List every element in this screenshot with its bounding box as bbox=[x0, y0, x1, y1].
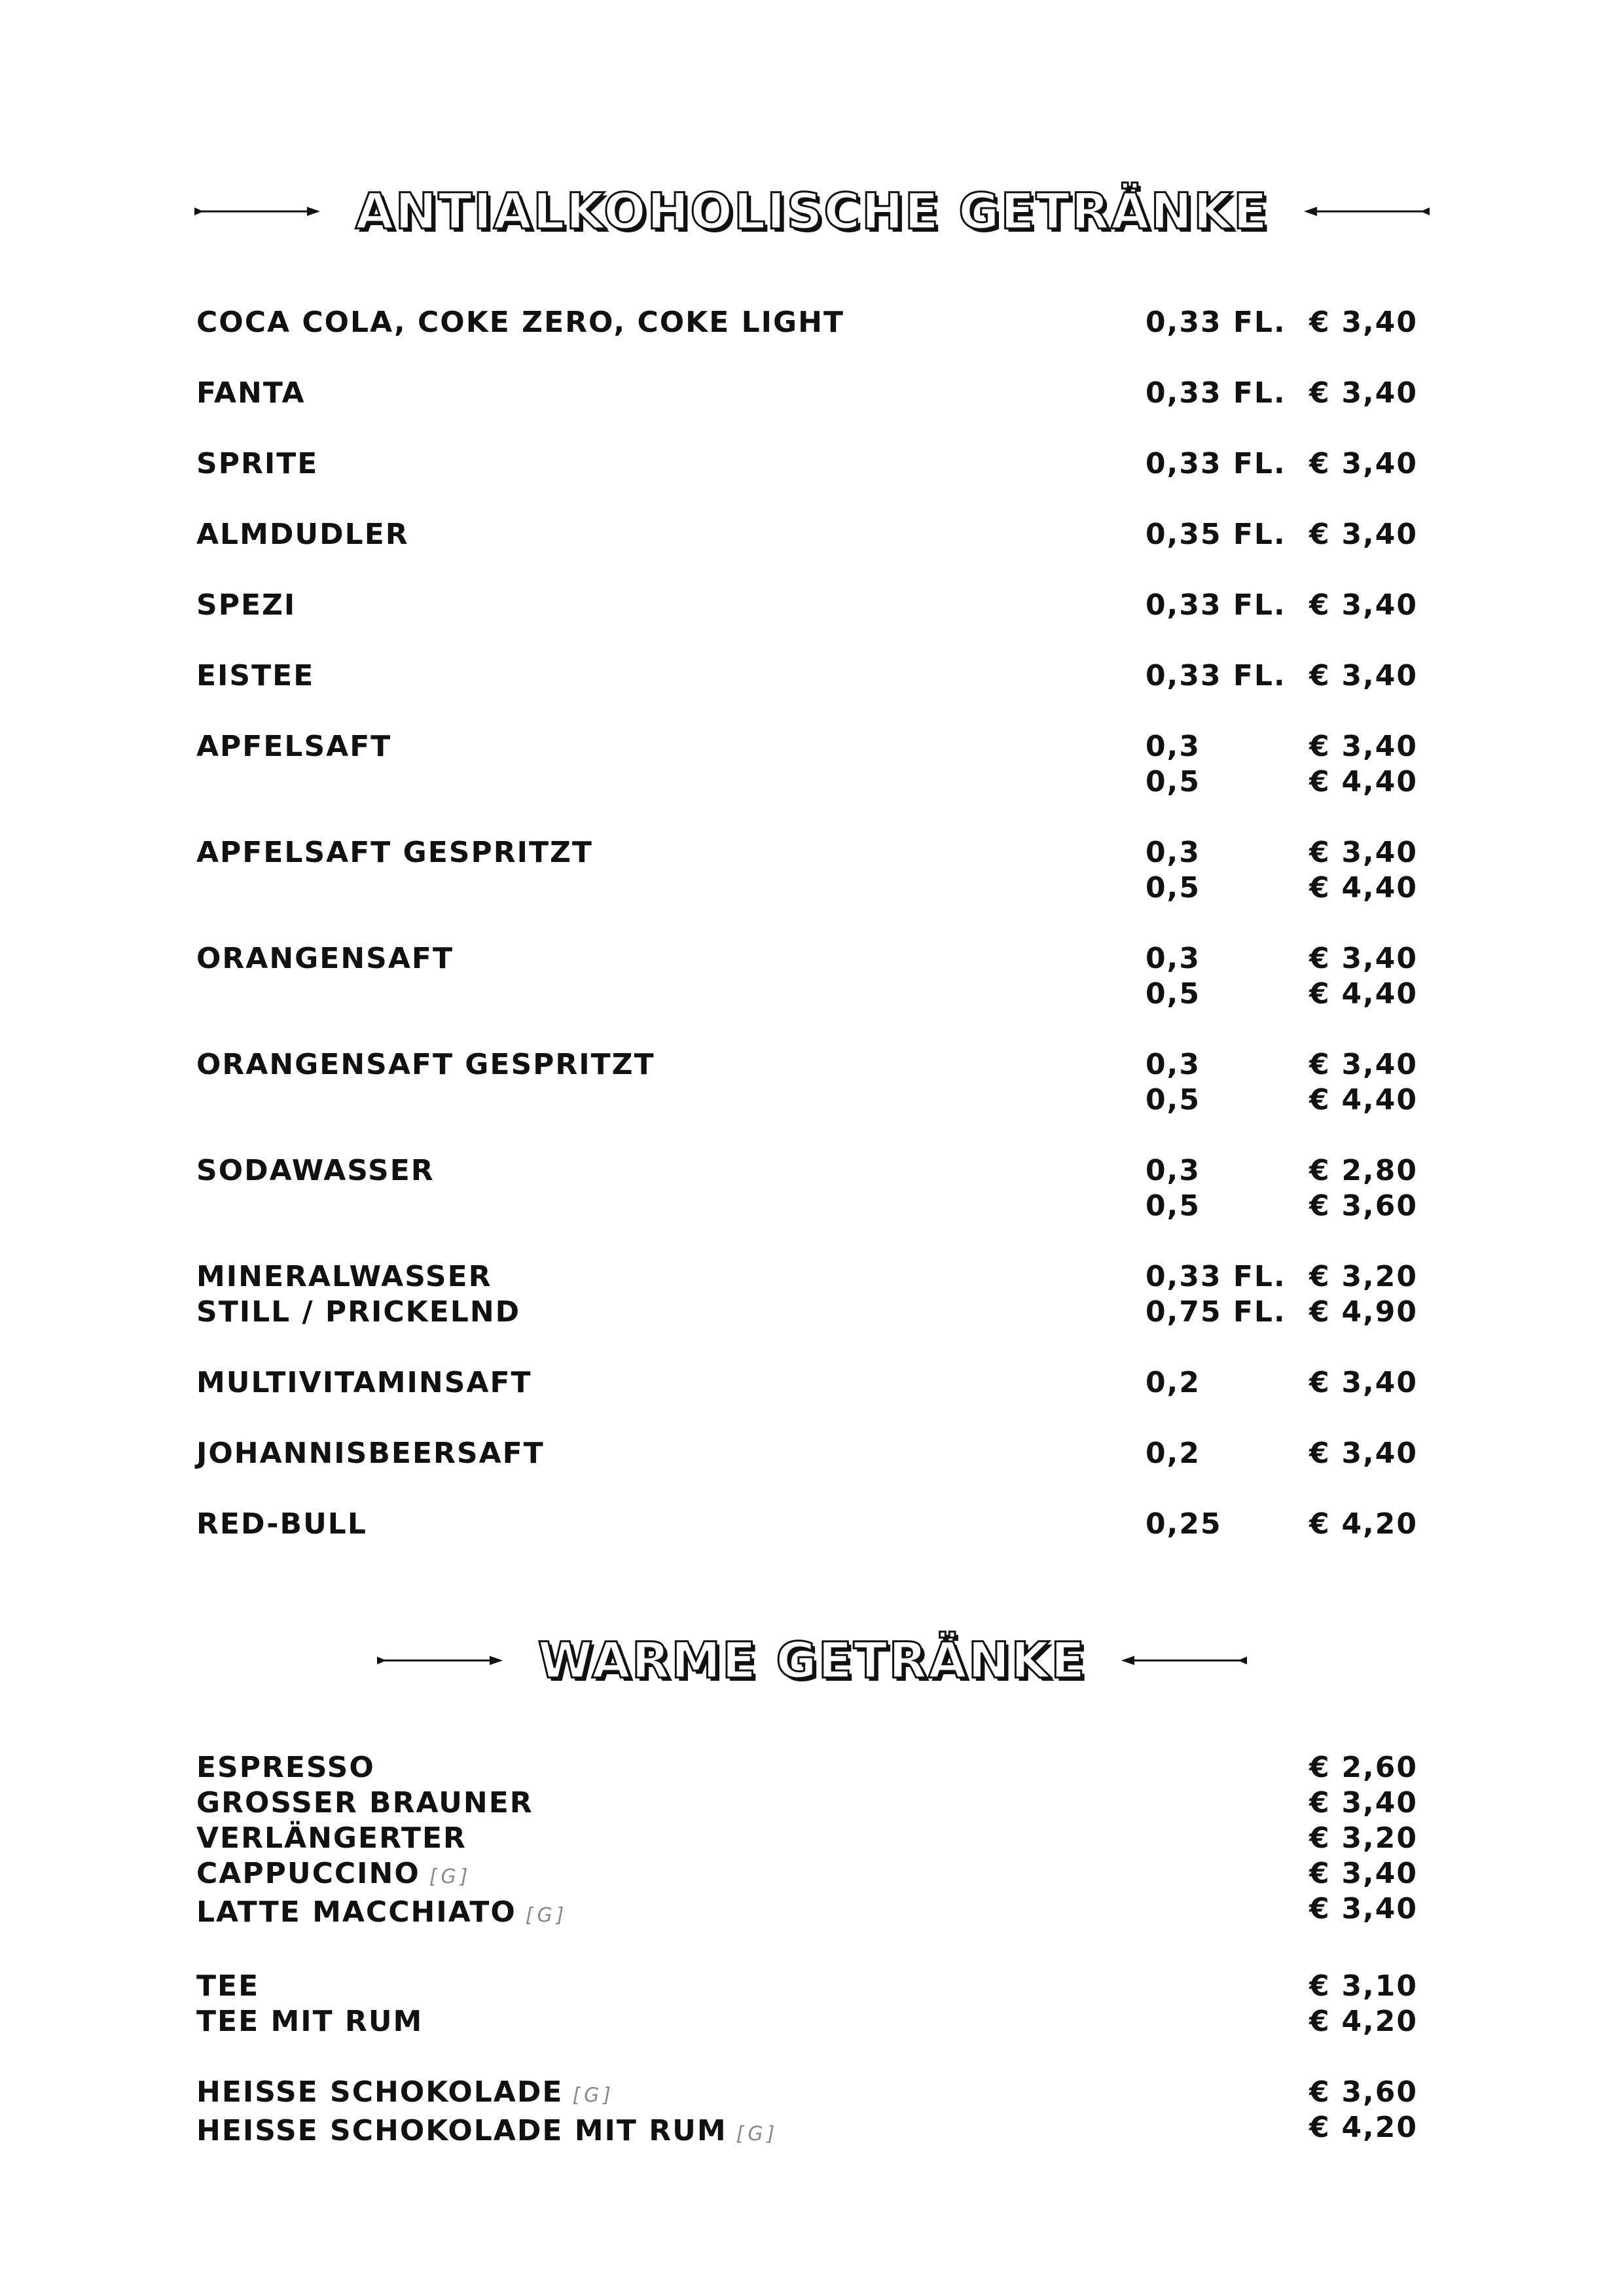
item-price: 3,20 bbox=[1341, 1821, 1418, 1855]
item-price: 3,40 bbox=[1341, 942, 1418, 975]
currency-symbol: € bbox=[1309, 1260, 1331, 1293]
item-price: 3,40 bbox=[1341, 1892, 1418, 1926]
currency-symbol: € bbox=[1309, 836, 1331, 869]
item-price: 3,40 bbox=[1341, 518, 1418, 551]
item-names bbox=[196, 1436, 1146, 1471]
currency-symbol: € bbox=[1309, 977, 1331, 1011]
currency-symbol: € bbox=[1309, 306, 1331, 339]
price-line bbox=[1309, 517, 1418, 552]
item-name: STILL / PRICKELND bbox=[196, 1295, 521, 1329]
item-name: APFELSAFT GESPRITZT bbox=[196, 836, 593, 869]
price-line bbox=[1309, 729, 1418, 764]
arrow-left-icon bbox=[1301, 204, 1432, 219]
item-size: 0,2 bbox=[1146, 1366, 1200, 1399]
glass-tag: [G] bbox=[572, 2084, 615, 2107]
item-sizes bbox=[1146, 941, 1309, 1012]
price-line bbox=[1309, 764, 1418, 800]
item-price: 3,40 bbox=[1341, 306, 1418, 339]
price-line bbox=[1309, 1295, 1418, 1330]
item-price: 3,40 bbox=[1341, 1437, 1418, 1470]
price-line bbox=[1309, 1821, 1418, 1856]
item-name-line bbox=[196, 2075, 1309, 2113]
item-name: ALMDUDLER bbox=[196, 518, 409, 551]
item-size: 0,33 FL. bbox=[1146, 306, 1286, 339]
item-price: 2,80 bbox=[1341, 1154, 1418, 1187]
currency-symbol: € bbox=[1309, 2111, 1331, 2144]
item-size: 0,5 bbox=[1146, 1189, 1200, 1223]
item-name: SPEZI bbox=[196, 588, 297, 622]
item-prices bbox=[1309, 729, 1418, 800]
item-size: 0,5 bbox=[1146, 871, 1200, 905]
menu-item bbox=[196, 941, 1418, 1012]
currency-symbol: € bbox=[1309, 2005, 1331, 2038]
item-names bbox=[196, 446, 1146, 482]
glass-tag: [G] bbox=[525, 1904, 568, 1927]
item-name: TEE MIT RUM bbox=[196, 2005, 424, 2038]
item-names bbox=[196, 941, 1146, 1012]
item-name: JOHANNISBEERSAFT bbox=[196, 1437, 545, 1470]
item-size: 0,33 FL. bbox=[1146, 376, 1286, 410]
item-prices bbox=[1309, 835, 1418, 906]
item-size: 0,3 bbox=[1146, 1154, 1200, 1187]
item-price: 3,40 bbox=[1341, 447, 1418, 480]
item-size: 0,5 bbox=[1146, 977, 1200, 1011]
item-name: SPRITE bbox=[196, 447, 319, 480]
item-name: ORANGENSAFT GESPRITZT bbox=[196, 1048, 655, 1081]
item-names bbox=[196, 588, 1146, 623]
item-size: 0,33 FL. bbox=[1146, 588, 1286, 622]
group-prices bbox=[1309, 1969, 1418, 2039]
price-line bbox=[1309, 1507, 1418, 1542]
item-price: 3,60 bbox=[1341, 2075, 1418, 2109]
price-line bbox=[1309, 977, 1418, 1012]
item-sizes bbox=[1146, 658, 1309, 694]
menu-item bbox=[196, 305, 1418, 340]
item-size: 0,33 FL. bbox=[1146, 1260, 1286, 1293]
price-line bbox=[1309, 658, 1418, 694]
menu-item bbox=[196, 1153, 1418, 1224]
price-line bbox=[1309, 1969, 1418, 2004]
currency-symbol: € bbox=[1309, 1366, 1331, 1399]
item-name: GROSSER BRAUNER bbox=[196, 1786, 533, 1820]
price-line bbox=[1309, 2004, 1418, 2039]
item-sizes bbox=[1146, 376, 1309, 411]
menu-item bbox=[196, 1365, 1418, 1401]
item-name-line bbox=[196, 1821, 1309, 1856]
item-names bbox=[196, 1047, 1146, 1118]
item-prices bbox=[1309, 376, 1418, 411]
item-names bbox=[196, 835, 1146, 906]
item-name: HEISSE SCHOKOLADE MIT RUM bbox=[196, 2114, 727, 2147]
item-sizes bbox=[1146, 1259, 1309, 1330]
item-names bbox=[196, 1259, 1146, 1330]
menu-item bbox=[196, 1047, 1418, 1118]
item-size: 0,35 FL. bbox=[1146, 518, 1286, 551]
group-names bbox=[196, 2075, 1309, 2152]
item-size: 0,5 bbox=[1146, 765, 1200, 798]
item-name: HEISSE SCHOKOLADE bbox=[196, 2075, 564, 2109]
item-sizes bbox=[1146, 1436, 1309, 1471]
item-name-line bbox=[196, 1785, 1309, 1821]
item-names bbox=[196, 1507, 1146, 1542]
item-sizes bbox=[1146, 588, 1309, 623]
section-title: ANTIALKOHOLISCHE GETRÄNKE bbox=[355, 182, 1269, 240]
currency-symbol: € bbox=[1309, 2075, 1331, 2109]
cold-drinks-list bbox=[196, 305, 1418, 1577]
item-price: 3,40 bbox=[1341, 836, 1418, 869]
item-name: APFELSAFT bbox=[196, 730, 392, 763]
price-line bbox=[1309, 1047, 1418, 1083]
currency-symbol: € bbox=[1309, 730, 1331, 763]
item-sizes bbox=[1146, 729, 1309, 800]
price-line bbox=[1309, 1750, 1418, 1785]
item-size: 0,3 bbox=[1146, 1048, 1200, 1081]
currency-symbol: € bbox=[1309, 588, 1331, 622]
menu-item bbox=[196, 729, 1418, 800]
item-price: 4,40 bbox=[1341, 977, 1418, 1011]
item-prices bbox=[1309, 658, 1418, 694]
currency-symbol: € bbox=[1309, 942, 1331, 975]
item-price: 4,20 bbox=[1341, 1507, 1418, 1541]
item-name-line bbox=[196, 2113, 1309, 2152]
menu-item bbox=[196, 658, 1418, 694]
price-line bbox=[1309, 870, 1418, 906]
item-names bbox=[196, 658, 1146, 694]
currency-symbol: € bbox=[1309, 1507, 1331, 1541]
item-size: 0,33 FL. bbox=[1146, 659, 1286, 692]
arrow-left-icon bbox=[1119, 1653, 1250, 1668]
item-prices bbox=[1309, 517, 1418, 552]
group-prices bbox=[1309, 1750, 1418, 1933]
item-name: ORANGENSAFT bbox=[196, 942, 454, 975]
menu-item bbox=[196, 517, 1418, 552]
price-line bbox=[1309, 1189, 1418, 1224]
item-price: 3,40 bbox=[1341, 659, 1418, 692]
item-name: LATTE MACCHIATO bbox=[196, 1895, 516, 1929]
item-price: 2,60 bbox=[1341, 1751, 1418, 1784]
price-line bbox=[1309, 1259, 1418, 1295]
currency-symbol: € bbox=[1309, 765, 1331, 798]
currency-symbol: € bbox=[1309, 1821, 1331, 1855]
currency-symbol: € bbox=[1309, 1751, 1331, 1784]
item-prices bbox=[1309, 1365, 1418, 1401]
item-size: 0,33 FL. bbox=[1146, 447, 1286, 480]
currency-symbol: € bbox=[1309, 1083, 1331, 1117]
item-price: 4,40 bbox=[1341, 1083, 1418, 1117]
price-line bbox=[1309, 1365, 1418, 1401]
item-name: FANTA bbox=[196, 376, 306, 410]
item-names bbox=[196, 729, 1146, 800]
item-prices bbox=[1309, 1047, 1418, 1118]
price-line bbox=[1309, 588, 1418, 623]
price-line bbox=[1309, 1856, 1418, 1892]
item-name: TEE bbox=[196, 1969, 260, 2003]
item-prices bbox=[1309, 1507, 1418, 1542]
item-name: SODAWASSER bbox=[196, 1154, 435, 1187]
price-line bbox=[1309, 941, 1418, 977]
item-size: 0,3 bbox=[1146, 730, 1200, 763]
item-name: RED-BULL bbox=[196, 1507, 367, 1541]
menu-item bbox=[196, 446, 1418, 482]
item-name-line bbox=[196, 1750, 1309, 1785]
item-sizes bbox=[1146, 1153, 1309, 1224]
menu-group bbox=[196, 2075, 1418, 2152]
price-line bbox=[1309, 305, 1418, 340]
item-price: 4,20 bbox=[1341, 2111, 1418, 2144]
item-sizes bbox=[1146, 1365, 1309, 1401]
currency-symbol: € bbox=[1309, 1857, 1331, 1890]
item-price: 3,40 bbox=[1341, 1048, 1418, 1081]
item-names bbox=[196, 517, 1146, 552]
item-name: EISTEE bbox=[196, 659, 315, 692]
item-price: 3,40 bbox=[1341, 1786, 1418, 1820]
item-size: 0,75 FL. bbox=[1146, 1295, 1286, 1329]
item-name-line bbox=[196, 1856, 1309, 1895]
price-line bbox=[1309, 1892, 1418, 1927]
menu-item bbox=[196, 835, 1418, 906]
group-names bbox=[196, 1750, 1309, 1933]
item-size: 0,2 bbox=[1146, 1437, 1200, 1470]
item-prices bbox=[1309, 446, 1418, 482]
currency-symbol: € bbox=[1309, 659, 1331, 692]
item-size: 0,3 bbox=[1146, 942, 1200, 975]
item-prices bbox=[1309, 305, 1418, 340]
menu-item bbox=[196, 588, 1418, 623]
currency-symbol: € bbox=[1309, 1437, 1331, 1470]
price-line bbox=[1309, 1153, 1418, 1189]
price-line bbox=[1309, 2075, 1418, 2110]
currency-symbol: € bbox=[1309, 1048, 1331, 1081]
price-line bbox=[1309, 1785, 1418, 1821]
price-line bbox=[1309, 446, 1418, 482]
arrow-right-icon bbox=[374, 1653, 505, 1668]
item-name: MULTIVITAMINSAFT bbox=[196, 1366, 532, 1399]
group-names bbox=[196, 1969, 1309, 2039]
item-name-line bbox=[196, 2004, 1309, 2039]
item-price: 3,40 bbox=[1341, 1857, 1418, 1890]
item-price: 3,10 bbox=[1341, 1969, 1418, 2003]
price-line bbox=[1309, 1083, 1418, 1118]
menu-group bbox=[196, 1750, 1418, 1933]
glass-tag: [G] bbox=[429, 1865, 472, 1888]
glass-tag: [G] bbox=[736, 2123, 779, 2145]
menu-item bbox=[196, 1436, 1418, 1471]
item-name: COCA COLA, COKE ZERO, COKE LIGHT bbox=[196, 306, 844, 339]
currency-symbol: € bbox=[1309, 871, 1331, 905]
currency-symbol: € bbox=[1309, 1295, 1331, 1329]
item-name: MINERALWASSER bbox=[196, 1260, 492, 1293]
item-price: 3,40 bbox=[1341, 588, 1418, 622]
item-price: 3,20 bbox=[1341, 1260, 1418, 1293]
menu-item bbox=[196, 376, 1418, 411]
price-line bbox=[1309, 1436, 1418, 1471]
item-size: 0,3 bbox=[1146, 836, 1200, 869]
currency-symbol: € bbox=[1309, 447, 1331, 480]
item-name: CAPPUCCINO bbox=[196, 1857, 420, 1890]
currency-symbol: € bbox=[1309, 518, 1331, 551]
item-price: 3,40 bbox=[1341, 1366, 1418, 1399]
menu-item bbox=[196, 1507, 1418, 1542]
currency-symbol: € bbox=[1309, 376, 1331, 410]
item-sizes bbox=[1146, 305, 1309, 340]
item-names bbox=[196, 1153, 1146, 1224]
section-title: WARME GETRÄNKE bbox=[537, 1631, 1087, 1689]
item-sizes bbox=[1146, 517, 1309, 552]
item-sizes bbox=[1146, 446, 1309, 482]
item-price: 3,60 bbox=[1341, 1189, 1418, 1223]
section-heading-cold bbox=[0, 182, 1624, 240]
price-line bbox=[1309, 835, 1418, 870]
item-prices bbox=[1309, 1436, 1418, 1471]
currency-symbol: € bbox=[1309, 1154, 1331, 1187]
item-name-line bbox=[196, 1895, 1309, 1933]
section-heading-warm bbox=[0, 1631, 1624, 1689]
item-price: 4,40 bbox=[1341, 871, 1418, 905]
item-name: ESPRESSO bbox=[196, 1751, 375, 1784]
price-line bbox=[1309, 376, 1418, 411]
item-prices bbox=[1309, 1259, 1418, 1330]
price-line bbox=[1309, 2110, 1418, 2145]
currency-symbol: € bbox=[1309, 1786, 1331, 1820]
menu-item bbox=[196, 1259, 1418, 1330]
item-price: 4,40 bbox=[1341, 765, 1418, 798]
item-name: VERLÄNGERTER bbox=[196, 1821, 467, 1855]
item-price: 4,20 bbox=[1341, 2005, 1418, 2038]
item-name-line bbox=[196, 1969, 1309, 2004]
arrow-right-icon bbox=[192, 204, 323, 219]
item-prices bbox=[1309, 1153, 1418, 1224]
item-names bbox=[196, 305, 1146, 340]
item-sizes bbox=[1146, 1047, 1309, 1118]
item-names bbox=[196, 376, 1146, 411]
item-price: 4,90 bbox=[1341, 1295, 1418, 1329]
item-names bbox=[196, 1365, 1146, 1401]
item-prices bbox=[1309, 941, 1418, 1012]
item-size: 0,25 bbox=[1146, 1507, 1222, 1541]
currency-symbol: € bbox=[1309, 1969, 1331, 2003]
group-prices bbox=[1309, 2075, 1418, 2152]
item-prices bbox=[1309, 588, 1418, 623]
menu-group bbox=[196, 1969, 1418, 2039]
currency-symbol: € bbox=[1309, 1189, 1331, 1223]
item-price: 3,40 bbox=[1341, 376, 1418, 410]
item-size: 0,5 bbox=[1146, 1083, 1200, 1117]
item-sizes bbox=[1146, 835, 1309, 906]
currency-symbol: € bbox=[1309, 1892, 1331, 1926]
item-price: 3,40 bbox=[1341, 730, 1418, 763]
warm-drinks-list bbox=[196, 1750, 1418, 2187]
item-sizes bbox=[1146, 1507, 1309, 1542]
